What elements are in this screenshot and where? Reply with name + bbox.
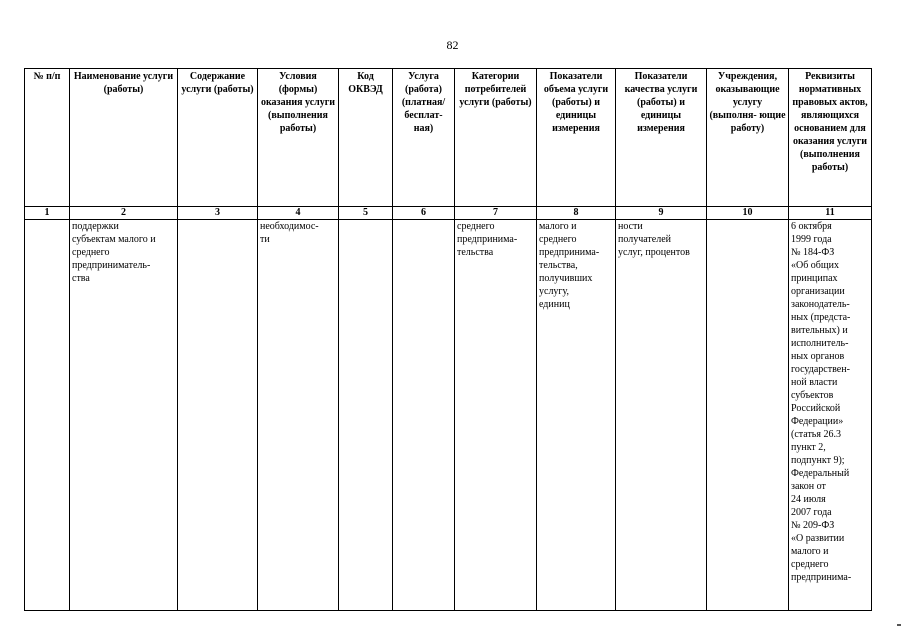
- column-number: 9: [616, 207, 707, 220]
- table-header-row: [25, 69, 872, 207]
- cell-service-name: поддержки субъектам малого и среднего предприниматель- ства: [70, 220, 178, 611]
- column-number: 10: [707, 207, 789, 220]
- column-header: Показатели объема услуги (работы) и единицы измерения: [537, 69, 616, 207]
- cell-institutions: [707, 220, 789, 611]
- cell-service-conditions: необходимос- ти: [258, 220, 339, 611]
- cell-okved-code: [339, 220, 393, 611]
- page-number: 82: [446, 38, 459, 52]
- column-header: Реквизиты нормативных правовых актов, являющихся основанием для оказания услуги (выполнения работы): [789, 69, 872, 207]
- cell-number: [25, 220, 70, 611]
- column-number-row: [25, 207, 872, 220]
- column-header: № п/п: [25, 69, 70, 207]
- table-row: [25, 220, 872, 611]
- column-header: Код ОКВЭД: [339, 69, 393, 207]
- column-header: Учреждения, оказывающие услугу (выполня- ющие работу): [707, 69, 789, 207]
- column-number: 6: [393, 207, 455, 220]
- column-number: 7: [455, 207, 537, 220]
- scan-edge-mark: [897, 624, 901, 626]
- cell-quality-indicators: ности получателей услуг, процентов: [616, 220, 707, 611]
- column-header: Категории потребителей услуги (работы): [455, 69, 537, 207]
- column-header: Наименование услуги (работы): [70, 69, 178, 207]
- column-header: Показатели качества услуги (работы) и единицы измерения: [616, 69, 707, 207]
- column-number: 1: [25, 207, 70, 220]
- cell-service-content: [178, 220, 258, 611]
- column-number: 8: [537, 207, 616, 220]
- column-header: Содержание услуги (работы): [178, 69, 258, 207]
- column-number: 3: [178, 207, 258, 220]
- column-header: Условия (формы) оказания услуги (выполнения работы): [258, 69, 339, 207]
- column-number: 2: [70, 207, 178, 220]
- column-header: Услуга (работа) (платная/ бесплат- ная): [393, 69, 455, 207]
- cell-legal-acts: 6 октября 1999 года № 184-ФЗ «Об общих принципах организации законодатель- ных (предста- вительных) и исполнитель- ных органов государствен- ной власти субъектов Российской Федерации» (статья 26.3 пункт 2, подпункт 9); Федеральный закон от 24 июля 2007 года № 209-ФЗ «О развитии малого и среднего предпринима-: [789, 220, 872, 611]
- column-number: 11: [789, 207, 872, 220]
- cell-paid-free: [393, 220, 455, 611]
- cell-consumer-categories: среднего предпринима- тельства: [455, 220, 537, 611]
- column-number: 4: [258, 207, 339, 220]
- cell-volume-indicators: малого и среднего предпринима- тельства, получивших услугу, единиц: [537, 220, 616, 611]
- services-table: [24, 68, 872, 611]
- column-number: 5: [339, 207, 393, 220]
